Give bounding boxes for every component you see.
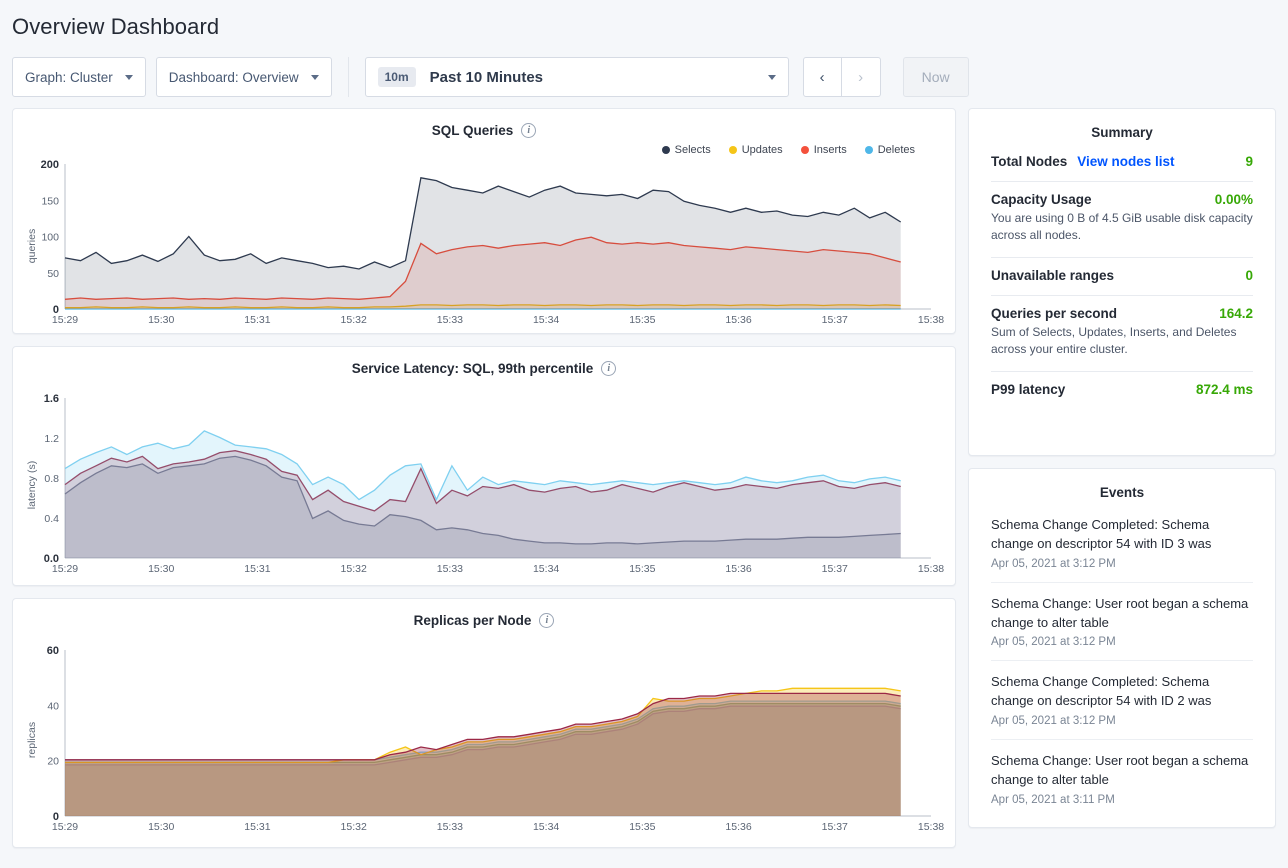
chart-title-text: Service Latency: SQL, 99th percentile (351, 361, 594, 376)
chart-plot-sql-queries[interactable] (13, 156, 955, 344)
charts-column (12, 108, 956, 848)
svg-text:15:35: 15:35 (629, 563, 656, 575)
dashboard-body (0, 102, 1288, 860)
toolbar-divider (348, 57, 349, 97)
summary-row-total-nodes (969, 144, 1275, 169)
svg-text:15:34: 15:34 (532, 563, 560, 575)
chart-legend (13, 138, 955, 156)
svg-text:15:37: 15:37 (821, 563, 848, 575)
legend-dot-updates (729, 146, 737, 154)
event-item[interactable] (969, 661, 1275, 727)
summary-value: 0 (1245, 267, 1253, 283)
svg-text:20: 20 (47, 755, 59, 768)
graph-select-label: Graph: Cluster (25, 69, 113, 85)
event-timestamp: Apr 05, 2021 at 3:11 PM (991, 793, 1115, 806)
summary-value: 0.00% (1214, 192, 1253, 207)
summary-row-p99-latency (969, 372, 1275, 397)
svg-text:15:30: 15:30 (148, 821, 175, 833)
svg-text:15:32: 15:32 (340, 314, 367, 326)
chart-title (13, 599, 955, 628)
chevron-down-icon (125, 75, 133, 80)
summary-row-queries-per-second (969, 296, 1275, 359)
chart-svg (23, 390, 947, 580)
event-timestamp: Apr 05, 2021 at 3:12 PM (991, 557, 1116, 570)
svg-text:60: 60 (46, 645, 59, 657)
svg-text:0.0: 0.0 (43, 553, 59, 565)
time-range-label: Past 10 Minutes (429, 68, 544, 86)
svg-text:15:36: 15:36 (725, 563, 752, 575)
events-card (968, 468, 1276, 828)
svg-text:15:33: 15:33 (436, 314, 464, 326)
next-time-button[interactable]: › (842, 57, 881, 97)
legend-item (662, 144, 711, 156)
svg-text:15:29: 15:29 (51, 563, 79, 575)
svg-text:queries: queries (26, 228, 38, 264)
dashboard-select-label: Dashboard: Overview (168, 69, 299, 85)
now-button[interactable]: Now (903, 57, 969, 97)
svg-text:15:33: 15:33 (436, 563, 464, 575)
event-item[interactable] (969, 504, 1275, 570)
svg-text:15:37: 15:37 (821, 821, 848, 833)
legend-item (865, 144, 915, 156)
summary-value: 9 (1245, 154, 1253, 169)
time-range-badge: 10m (378, 67, 416, 87)
svg-text:200: 200 (40, 159, 59, 171)
event-text: Schema Change Completed: Schema change on descriptor 54 with ID 2 was (991, 674, 1212, 709)
event-timestamp: Apr 05, 2021 at 3:12 PM (991, 715, 1116, 728)
event-item[interactable] (969, 740, 1275, 806)
svg-text:0.4: 0.4 (44, 513, 59, 525)
svg-text:1.6: 1.6 (43, 393, 59, 405)
svg-text:15:35: 15:35 (629, 314, 656, 326)
legend-dot-deletes (865, 146, 873, 154)
events-title: Events (1099, 485, 1145, 500)
svg-text:15:31: 15:31 (244, 563, 271, 575)
legend-item (801, 144, 847, 156)
event-timestamp: Apr 05, 2021 at 3:12 PM (991, 636, 1116, 649)
svg-text:15:34: 15:34 (532, 821, 560, 833)
page-title: Overview Dashboard (12, 14, 220, 39)
svg-text:40: 40 (47, 700, 59, 713)
chart-title-text: SQL Queries (431, 123, 514, 138)
chart-card-sql-queries (12, 108, 956, 334)
svg-text:15:32: 15:32 (340, 821, 367, 833)
svg-text:15:38: 15:38 (917, 821, 945, 833)
svg-text:100: 100 (41, 231, 59, 244)
svg-text:15:30: 15:30 (148, 563, 175, 575)
info-icon[interactable]: i (539, 613, 554, 628)
summary-label: P99 latency (991, 381, 1066, 397)
svg-text:15:38: 15:38 (917, 314, 945, 326)
svg-text:15:38: 15:38 (917, 563, 945, 575)
summary-row-unavailable-ranges (969, 258, 1275, 283)
event-text: Schema Change: User root began a schema change to alter table (991, 753, 1249, 787)
side-column (968, 108, 1276, 848)
svg-text:15:36: 15:36 (725, 314, 752, 326)
summary-sub: Sum of Selects, Updates, Inserts, and Deletes across your entire cluster. (991, 324, 1237, 357)
legend-label: Selects (674, 144, 711, 156)
summary-label: Unavailable ranges (991, 267, 1115, 283)
svg-text:15:29: 15:29 (51, 821, 79, 833)
time-nav-group (803, 57, 881, 97)
chart-title-text: Replicas per Node (413, 613, 532, 628)
legend-label: Deletes (877, 144, 915, 156)
info-icon[interactable]: i (521, 123, 536, 138)
svg-text:15:31: 15:31 (244, 314, 271, 326)
chart-plot-replicas[interactable] (13, 628, 955, 851)
summary-label: Total Nodes (991, 154, 1068, 169)
svg-text:15:36: 15:36 (725, 821, 752, 833)
chart-svg (23, 156, 947, 331)
event-item[interactable] (969, 583, 1275, 649)
summary-sub: You are using 0 B of 4.5 GiB usable disk capacity across all nodes. (991, 211, 1253, 243)
legend-dot-inserts (801, 146, 809, 154)
prev-time-button[interactable]: ‹ (803, 57, 842, 97)
svg-text:15:33: 15:33 (436, 821, 464, 833)
summary-title: Summary (1091, 125, 1153, 140)
chart-title (13, 109, 955, 138)
svg-text:0: 0 (52, 811, 59, 823)
svg-text:15:34: 15:34 (532, 314, 560, 326)
summary-label: Queries per second (991, 305, 1118, 321)
svg-text:15:32: 15:32 (340, 563, 367, 575)
svg-text:15:35: 15:35 (629, 821, 656, 833)
view-nodes-list-link[interactable]: View nodes list (1077, 154, 1175, 169)
svg-text:latency (s): latency (s) (26, 460, 38, 510)
svg-text:0: 0 (52, 304, 59, 316)
event-text: Schema Change Completed: Schema change on descriptor 54 with ID 3 was (991, 517, 1212, 551)
svg-text:15:30: 15:30 (148, 314, 175, 326)
svg-text:1.2: 1.2 (44, 433, 59, 445)
toolbar (0, 40, 1288, 102)
legend-label: Updates (741, 144, 783, 156)
info-icon[interactable]: i (601, 361, 616, 376)
chevron-down-icon (311, 75, 319, 80)
summary-value: 164.2 (1219, 305, 1253, 321)
event-text: Schema Change: User root began a schema change to alter table (991, 595, 1249, 630)
legend-label: Inserts (813, 144, 847, 156)
graph-select[interactable] (12, 57, 146, 97)
svg-text:replicas: replicas (26, 721, 38, 759)
svg-text:15:37: 15:37 (821, 314, 848, 326)
svg-text:15:31: 15:31 (244, 821, 271, 833)
chevron-down-icon (768, 75, 776, 80)
summary-label: Capacity Usage (991, 192, 1092, 207)
chart-card-replicas-per-node (12, 598, 956, 848)
chart-title (13, 347, 955, 376)
summary-card (968, 108, 1276, 456)
svg-text:150: 150 (41, 195, 59, 208)
chart-plot-service-latency[interactable] (13, 376, 955, 593)
summary-value: 872.4 ms (1195, 381, 1253, 397)
chart-svg (23, 642, 947, 838)
summary-row-capacity-usage (969, 182, 1275, 245)
legend-dot-selects (662, 146, 670, 154)
svg-text:50: 50 (47, 267, 59, 280)
svg-text:0.8: 0.8 (44, 473, 59, 485)
dashboard-select[interactable] (156, 57, 332, 97)
time-range-select[interactable] (365, 57, 789, 97)
chart-card-service-latency (12, 346, 956, 586)
svg-text:15:29: 15:29 (51, 314, 79, 326)
legend-item (729, 144, 783, 156)
